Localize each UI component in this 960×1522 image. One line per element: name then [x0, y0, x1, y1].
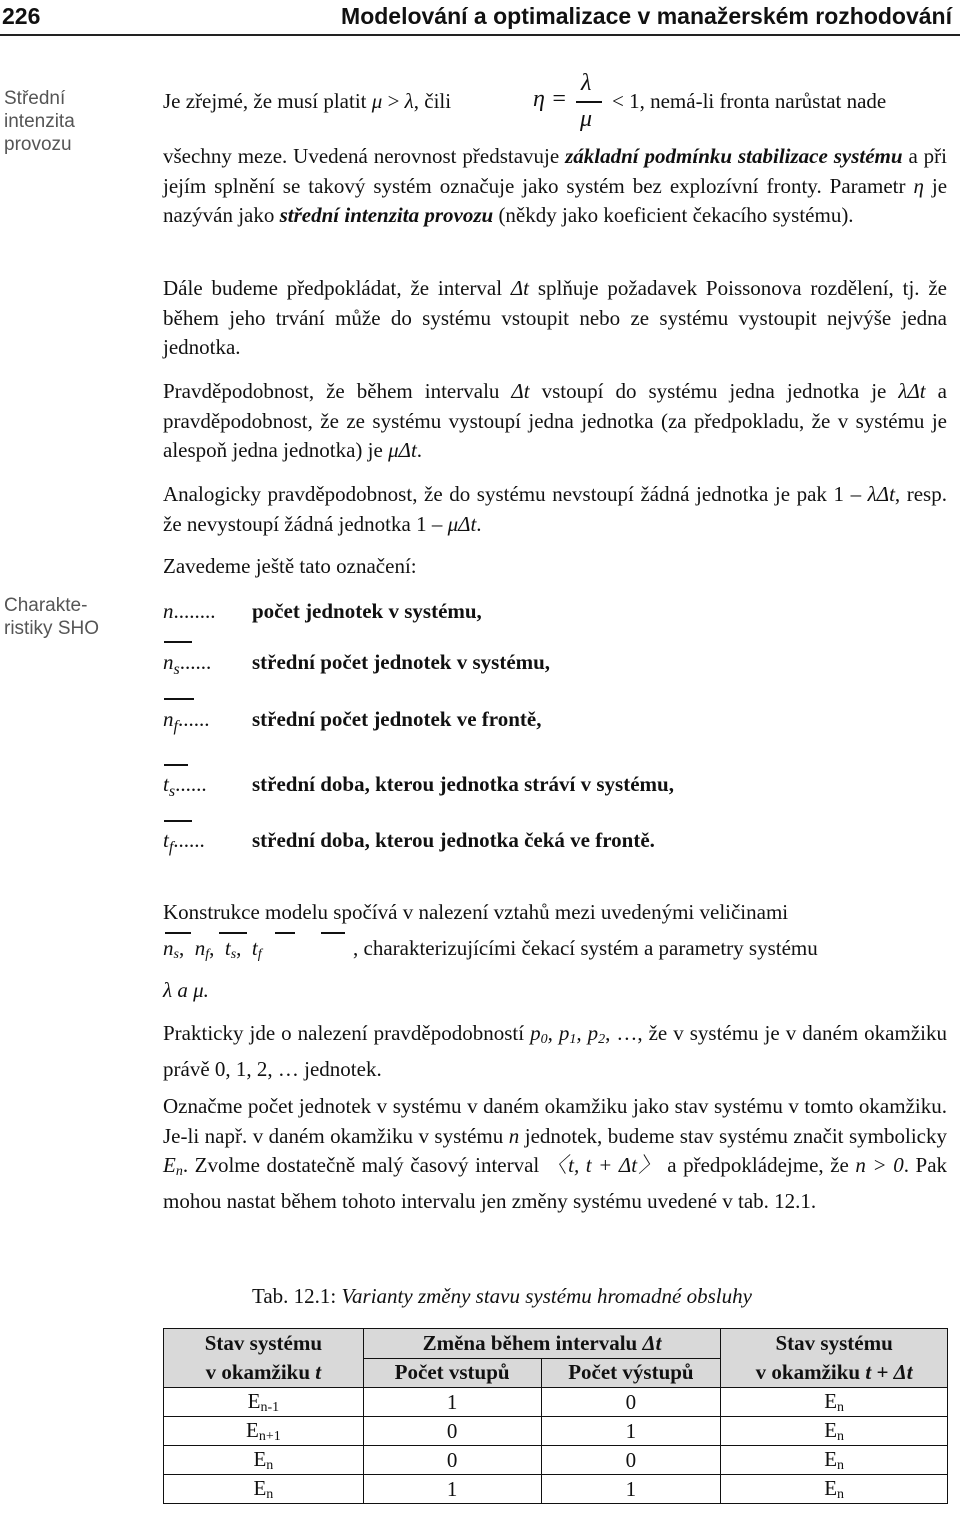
text-run: E: [824, 1475, 838, 1500]
lambda-symbol: λ: [404, 89, 414, 113]
subscript: f: [173, 718, 178, 736]
def-desc-ts: střední doba, kterou jednotka stráví v systému,: [252, 772, 674, 796]
paragraph-2: [163, 274, 947, 363]
margin-note-line: provozu: [4, 134, 72, 155]
overline: [275, 932, 295, 934]
text-run: Pravděpodobnost, že během intervalu: [163, 379, 512, 403]
text-run: >: [382, 89, 405, 113]
subscript: f: [205, 947, 210, 962]
text-run: E: [253, 1446, 267, 1471]
subscript: n: [837, 1486, 845, 1502]
text-run: a předpokládejme, že: [660, 1153, 856, 1177]
dots: ......: [177, 707, 210, 731]
delta-t: Δt: [510, 276, 530, 300]
text-run: vstoupí do systému jedna jednotka je: [529, 379, 899, 403]
symbol: n: [163, 599, 174, 623]
text-run: Dále budeme předpokládat, že interval: [163, 276, 511, 300]
table-cell: 0: [541, 1446, 721, 1475]
state-change-table: [163, 1328, 948, 1504]
subscript: n+1: [258, 1428, 281, 1444]
text-run: , charakterizujícími čekací systém a parametry systému: [353, 936, 818, 960]
overline: [165, 932, 191, 934]
lambda-delta-t: λΔt: [898, 379, 926, 403]
subscript: n: [175, 1164, 183, 1179]
table-cell: [164, 1417, 364, 1446]
margin-note-line: ristiky SHO: [4, 618, 99, 639]
symbol: t: [224, 936, 231, 960]
table-header-outputs: Počet výstupů: [541, 1358, 721, 1388]
table-cell: 1: [363, 1475, 541, 1504]
subscript: n: [837, 1399, 845, 1415]
margin-note-intensity: [4, 87, 75, 156]
emphasis: střední intenzita provozu: [279, 203, 494, 227]
text-run: . Zvolme dostatečně malý časový interval: [182, 1153, 546, 1177]
table-row: [164, 1446, 948, 1475]
paragraph-4: [163, 480, 947, 539]
symbol: n: [163, 650, 174, 674]
paragraph-3: [163, 377, 947, 466]
p1-line1: [163, 89, 451, 114]
symbol: p: [587, 1021, 599, 1045]
table-cell: 1: [541, 1475, 721, 1504]
subscript: 2: [598, 1032, 606, 1047]
text-run: Označme počet jednotek v systému v daném okamžiku jako stav systému v tomto okamžiku. Je-li např. v daném okamžiku v systému: [163, 1094, 947, 1148]
def-symbol-ns: [163, 650, 211, 679]
text-run: Je zřejmé, že musí platit: [163, 89, 372, 113]
table-cell: [164, 1388, 364, 1417]
def-symbol-ts: [163, 772, 207, 801]
text-run: (někdy jako koeficient čekacího systému).: [493, 203, 854, 227]
symbol: E: [163, 1153, 176, 1177]
table-cell: [164, 1475, 364, 1504]
page-number: 226: [2, 3, 41, 29]
def-symbol-n: [163, 599, 216, 624]
var-list: [163, 936, 262, 963]
header-rule: [0, 34, 960, 36]
text-run: E: [824, 1388, 838, 1413]
table-cell: 0: [363, 1417, 541, 1446]
def-symbol-nf: [163, 707, 209, 736]
p1-line1-end: < 1, nemá-li fronta narůstat nade: [612, 89, 887, 113]
paragraph-8: [163, 1092, 947, 1216]
symbol: t: [251, 936, 258, 960]
def-desc-nf: střední počet jednotek ve frontě,: [252, 707, 542, 731]
symbol: n: [194, 936, 206, 960]
table-row: [164, 1388, 948, 1417]
table-cell: 0: [541, 1388, 721, 1417]
header-line: [721, 1358, 947, 1387]
subscript: s: [168, 783, 176, 801]
text-run: Analogicky pravděpodobnost, že do systému nevstoupí žádná jednotka je pak 1 –: [163, 482, 868, 506]
table-row: [164, 1417, 948, 1446]
subscript: 0: [540, 1032, 548, 1047]
symbol: t: [163, 828, 169, 852]
paragraph-6-line1: Konstrukce modelu spočívá v nalezení vztahů mezi uvedenými veličinami: [163, 900, 789, 924]
paragraph-7: Prakticky jde o nalezení pravděpodobností $p_0$, $p_1$, $p_2$, …, že v systému je v daném okamžiku právě 0, 1, 2, … jednotek.: [163, 1021, 947, 1081]
fraction-denominator: μ: [580, 106, 593, 132]
margin-note-line: intenzita: [4, 111, 75, 132]
header-line: Stav systému: [775, 1331, 893, 1355]
table-cell: 1: [363, 1388, 541, 1417]
text-run: a při jejím splnění se takový systém označuje jako systém bez explozívní fronty. Parametr: [163, 144, 947, 198]
mu-delta-t: μΔt: [388, 438, 417, 462]
symbol: t: [163, 772, 169, 796]
symbol: n: [163, 936, 174, 960]
symbol: Δt: [642, 1330, 662, 1355]
subscript: n: [266, 1457, 274, 1473]
table-header-state-t: [164, 1329, 364, 1388]
comma: ,: [236, 936, 242, 960]
text-run: je nazýván jako: [163, 173, 948, 227]
text-run: E: [246, 1417, 259, 1442]
table-cell: [721, 1417, 948, 1446]
text-run: E: [247, 1388, 261, 1413]
paragraph-6-line3: [163, 976, 947, 1006]
table-header-state-t-dt: [721, 1329, 948, 1388]
page-header: [0, 0, 960, 36]
text-run: , čili: [413, 89, 452, 113]
fraction-numerator: λ: [581, 70, 592, 96]
table-cell: [721, 1388, 948, 1417]
subscript: s: [173, 661, 180, 679]
text-run: , …, že v systému je v daném okamžiku právě 0, 1, 2, … jednotek.: [163, 1021, 947, 1081]
symbol: n: [508, 1123, 520, 1148]
margin-note-characteristics: [4, 594, 99, 640]
dots: ......: [179, 650, 212, 674]
text-run: .: [476, 511, 482, 536]
subscript: f: [257, 947, 262, 962]
subscript: n: [266, 1486, 274, 1502]
text-run: v okamžiku: [755, 1360, 866, 1384]
table-row: [164, 1475, 948, 1504]
symbol: p: [558, 1021, 570, 1045]
def-symbol-tf: [163, 828, 205, 857]
text-run: E: [253, 1475, 267, 1500]
symbol: p: [530, 1021, 541, 1045]
overline: [164, 820, 192, 822]
eta-equals: η =: [533, 86, 568, 112]
table-cell: 1: [541, 1417, 721, 1446]
mu-delta-t: μΔt: [447, 511, 477, 536]
subscript: n: [837, 1428, 845, 1444]
table-caption: [252, 1284, 752, 1309]
table-cell: [721, 1475, 948, 1504]
table-cell: [164, 1446, 364, 1475]
symbol: t: [315, 1360, 322, 1384]
text-run: a pravděpodobnost, že ze systému vystoupí jedna jednotka (za předpokladu, že v systému je alespoň jedna jednotka) je: [163, 379, 948, 462]
text-run: λ a μ.: [163, 978, 209, 1002]
condition: n > 0: [855, 1153, 904, 1177]
symbol: n: [163, 707, 174, 731]
caption-label: Tab. 12.1:: [252, 1284, 342, 1308]
fraction-bar: [576, 101, 602, 103]
text-run: .: [416, 438, 423, 462]
delta-t: Δt: [511, 379, 530, 403]
overline: [219, 932, 247, 934]
def-desc-n: počet jednotek v systému,: [252, 599, 482, 623]
lambda-delta-t: λΔt: [867, 482, 895, 506]
mu-symbol: μ: [371, 89, 383, 113]
dots: ......: [175, 772, 207, 796]
table-cell: [721, 1446, 948, 1475]
eta-symbol: η: [913, 173, 924, 198]
overline: [321, 932, 345, 934]
text-run: všechny meze. Uvedená nerovnost představuje: [163, 144, 566, 168]
overline: [164, 698, 194, 700]
subscript: s: [173, 947, 179, 962]
text-run: Změna během intervalu: [422, 1330, 643, 1355]
text-run: v okamžiku: [205, 1360, 316, 1384]
text-run: E: [824, 1446, 838, 1471]
table-header-change: [363, 1329, 721, 1359]
subscript: n-1: [260, 1399, 280, 1415]
text-run: Prakticky jde o nalezení pravděpodobností: [163, 1021, 531, 1045]
header-line: Stav systému: [204, 1331, 323, 1355]
dots: ......: [173, 828, 205, 852]
book-title: Modelování a optimalizace v manažerském rozhodování: [341, 3, 952, 29]
comma: ,: [178, 936, 185, 960]
table-header-inputs: Počet vstupů: [363, 1358, 541, 1388]
margin-note-line: Střední: [4, 88, 66, 109]
paragraph-5: Zavedeme ještě tato označení:: [163, 554, 417, 578]
def-desc-ns: střední počet jednotek v systému,: [252, 650, 551, 674]
interval: 〈t, t + Δt〉: [545, 1153, 661, 1177]
text-run: E: [824, 1417, 838, 1442]
dots: ........: [173, 599, 216, 623]
overline: [164, 641, 192, 643]
subscript: s: [230, 947, 237, 962]
text-run: jednotek, budeme stav systému značit symbolicky: [519, 1123, 947, 1148]
header-line: [164, 1358, 363, 1387]
text-run: . Pak mohou nastat během tohoto intervalu jen změny systému uvedené v tab. 12.1.: [163, 1153, 948, 1213]
margin-note-line: Charakte-: [4, 595, 88, 616]
text-run: splňuje požadavek Poissonova rozdělení, tj. že během jeho trvání může do systému vstoupit nebo ze systému vystoupit nejvýše jedna jednotka.: [163, 276, 947, 359]
paragraph-1: [163, 142, 947, 231]
subscript: n: [837, 1457, 845, 1473]
subscript: f: [168, 839, 174, 857]
caption-text: Varianty změny stavu systému hromadné obsluhy: [341, 1284, 752, 1308]
text-run: , resp. že nevystoupí žádná jednotka 1 –: [163, 482, 947, 536]
subscript: 1: [569, 1032, 577, 1047]
comma: ,: [209, 936, 215, 960]
table-cell: 0: [363, 1446, 541, 1475]
symbol: t + Δt: [865, 1360, 913, 1384]
overline: [164, 764, 188, 766]
emphasis: základní podmínku stabilizace systému: [565, 144, 903, 168]
def-desc-tf: střední doba, kterou jednotka čeká ve frontě.: [252, 828, 655, 852]
